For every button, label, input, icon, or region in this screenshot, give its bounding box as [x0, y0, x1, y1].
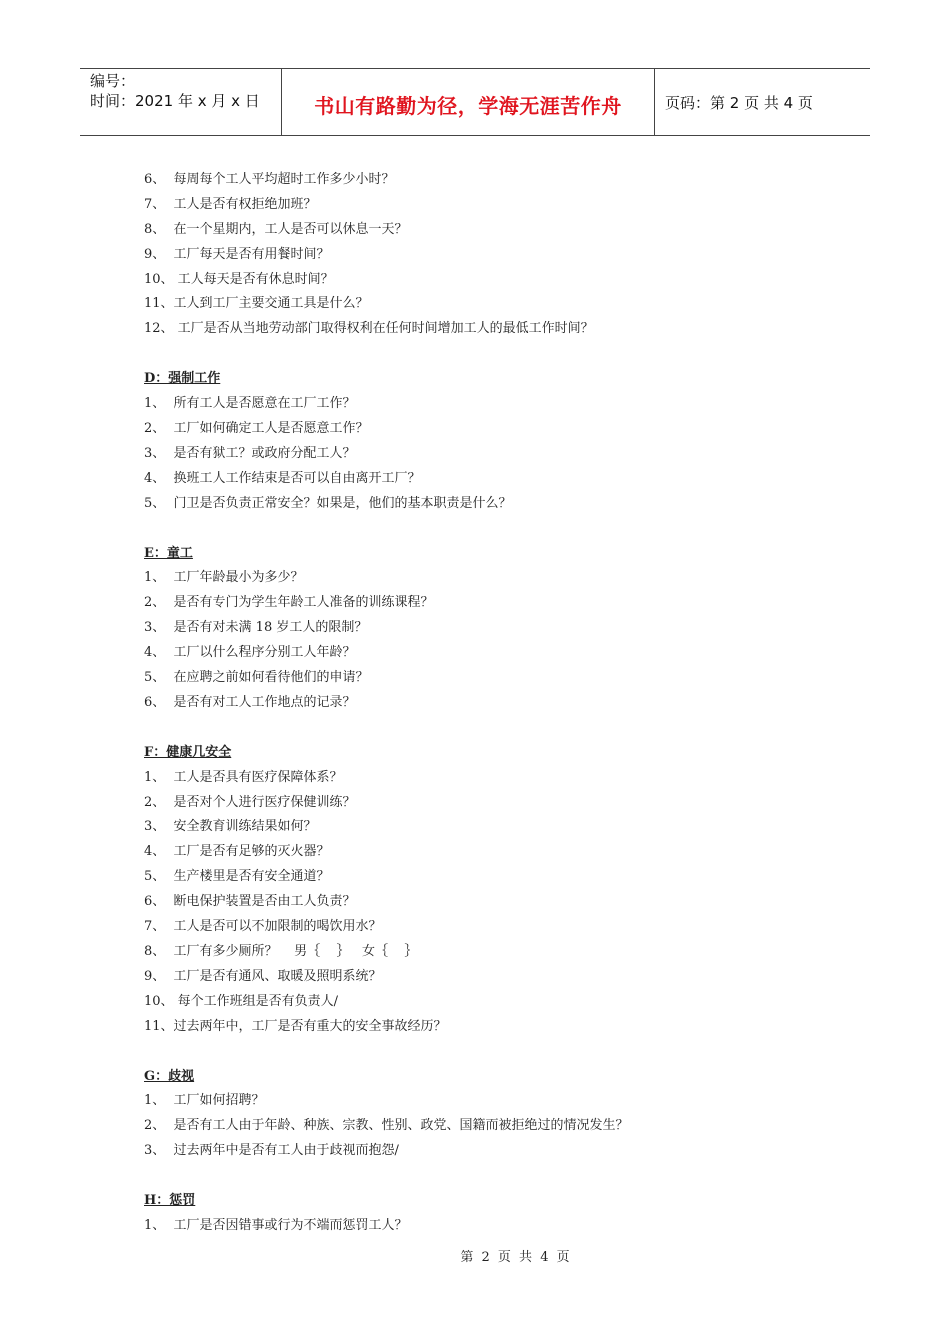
- question-item: 12、 工厂是否从当地劳动部门取得权利在任何时间增加工人的最低工作时间？: [144, 321, 594, 337]
- intro-question-list: [144, 168, 844, 342]
- question-item: 11、工人到工厂主要交通工具是什么？: [144, 296, 369, 312]
- question-item: 5、 在应聘之前如何看待他们的申请？: [144, 670, 369, 686]
- question-item: 4、 工厂是否有足够的灭火器？: [144, 844, 330, 860]
- question-item: 1、 工厂如何招聘？: [144, 1093, 265, 1109]
- section-discrimination: [144, 1065, 844, 1165]
- section-forced-labor: [144, 367, 844, 516]
- question-item: 3、 过去两年中是否有工人由于歧视而抱怨/: [144, 1143, 399, 1159]
- question-item: 2、 工厂如何确定工人是否愿意工作？: [144, 421, 369, 437]
- question-item: 3、 是否有狱工？或政府分配工人？: [144, 445, 356, 461]
- section-discipline: [144, 1189, 844, 1239]
- section-title: F：健康几安全: [144, 744, 232, 760]
- document-number-label: 编号：: [90, 72, 136, 90]
- question-item: 8、 在一个星期内，工人是否可以休息一天？: [144, 221, 408, 237]
- question-item: 1、 所有工人是否愿意在工厂工作？: [144, 396, 356, 412]
- section-child-labor: [144, 542, 844, 716]
- question-item: 10、 每个工作班组是否有负责人/: [144, 993, 339, 1009]
- question-item: 3、 是否有对未满 18 岁工人的限制？: [144, 620, 368, 636]
- question-item: 8、 工厂有多少厕所？ 男｛ ｝ 女｛ ｝: [144, 943, 418, 959]
- question-item: 2、 是否有专门为学生年龄工人准备的训练课程？: [144, 595, 434, 611]
- question-item: 1、 工人是否具有医疗保障体系？: [144, 769, 343, 785]
- question-item: 6、 断电保护装置是否由工人负责？: [144, 894, 356, 910]
- question-item: 6、 每周每个工人平均超时工作多少小时？: [144, 172, 395, 187]
- document-body: [144, 168, 844, 1239]
- question-item: 9、 工厂每天是否有用餐时间？: [144, 246, 330, 262]
- question-item: 3、 安全教育训练结果如何？: [144, 819, 317, 835]
- question-item: 2、 是否有工人由于年龄、种族、宗教、性别、政党、国籍而被拒绝过的情况发生？: [144, 1118, 629, 1134]
- page-footer: 第 2 页 共 4 页: [460, 1250, 570, 1265]
- section-title: G：歧视: [144, 1068, 195, 1084]
- header-meta: [80, 69, 282, 135]
- section-health-safety: [144, 741, 844, 1040]
- question-item: 2、 是否对个人进行医疗保健训练？: [144, 794, 356, 810]
- page-header: [80, 68, 870, 136]
- section-title: H：惩罚: [144, 1193, 196, 1209]
- question-item: 1、 工厂是否因错事或行为不端而惩罚工人？: [144, 1217, 408, 1233]
- question-item: 5、 生产楼里是否有安全通道？: [144, 869, 330, 885]
- question-item: 6、 是否有对工人工作地点的记录？: [144, 694, 356, 710]
- document-date-label: 时间：2021 年 x 月 x 日: [90, 92, 260, 110]
- question-item: 10、 工人每天是否有休息时间？: [144, 271, 334, 287]
- header-motto: 书山有路勤为径，学海无涯苦作舟: [282, 69, 655, 135]
- question-item: 7、 工人是否有权拒绝加班？: [144, 196, 317, 212]
- header-page-number: 页码：第 2 页 共 4 页: [665, 93, 813, 112]
- question-item: 5、 门卫是否负责正常安全？如果是，他们的基本职责是什么？: [144, 495, 512, 511]
- question-item: 4、 换班工人工作结束是否可以自由离开工厂？: [144, 470, 421, 486]
- question-item: 4、 工厂以什么程序分别工人年龄？: [144, 645, 356, 661]
- section-title: D：强制工作: [144, 371, 221, 387]
- question-item: 7、 工人是否可以不加限制的喝饮用水？: [144, 919, 382, 935]
- question-item: 11、过去两年中，工厂是否有重大的安全事故经历？: [144, 1018, 447, 1034]
- question-item: 9、 工厂是否有通风、取暖及照明系统？: [144, 968, 382, 984]
- section-title: E：童工: [144, 545, 193, 561]
- question-item: 1、 工厂年龄最小为多少？: [144, 570, 304, 586]
